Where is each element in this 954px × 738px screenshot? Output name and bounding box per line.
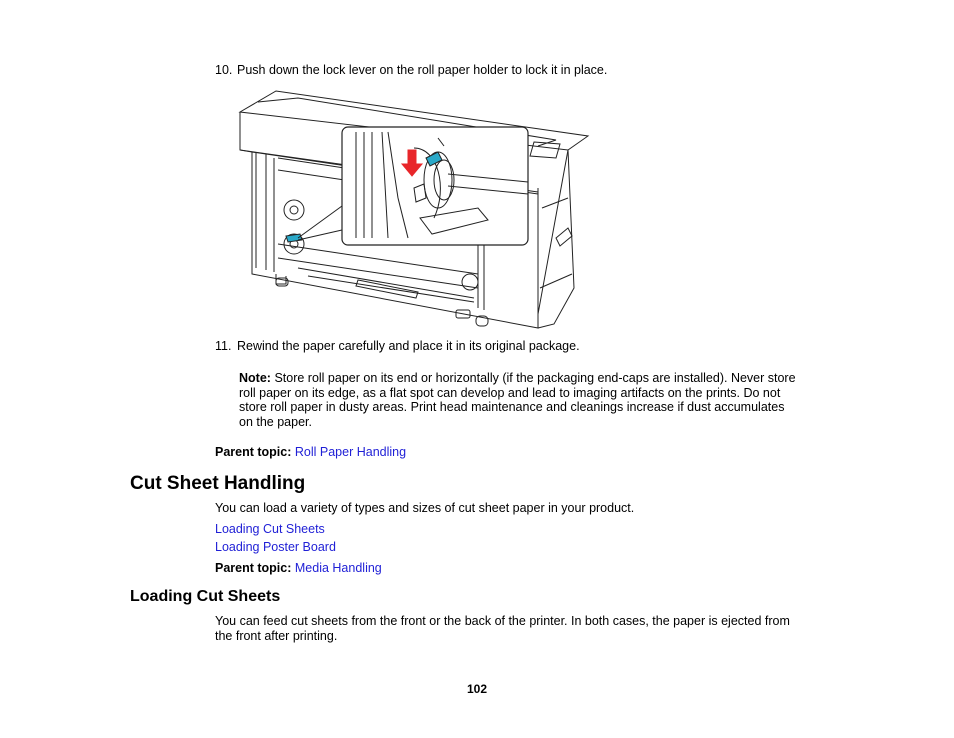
note-block [239,371,829,429]
step-number: 10. [215,63,233,77]
page-number: 102 [466,682,488,696]
printer-roll-holder-illustration [238,88,590,332]
note-line: store roll paper in dusty areas. Print head maintenance and cleanings increase if dust accumulates [239,400,785,414]
subsection-line: the front after printing. [215,629,338,643]
note-label: Note: [239,371,271,385]
section-title: Cut Sheet Handling [130,473,306,494]
section-intro: You can load a variety of types and sizes of cut sheet paper in your product. [215,501,635,515]
media-handling-link[interactable]: Media Handling [294,561,382,575]
step-10 [215,63,607,78]
parent-topic-label: Parent topic: [215,445,292,459]
loading-poster-board-link[interactable]: Loading Poster Board [215,540,336,554]
subsection-line: You can feed cut sheets from the front or the back of the printer. In both cases, the paper is ejected from [215,614,790,628]
roll-paper-handling-link[interactable]: Roll Paper Handling [294,445,407,459]
link-item [215,522,325,537]
note-line: roll paper on its edge, as a flat spot can develop and lead to imaging artifacts on the prints. Do not [239,385,781,400]
step-11 [215,339,580,354]
note-line: on the paper. [239,414,312,429]
step-number: 11. [215,339,232,353]
link-item [215,540,336,555]
loading-cut-sheets-link[interactable]: Loading Cut Sheets [215,522,325,536]
parent-topic-roll [215,445,406,460]
upper-roll-end [284,200,304,220]
step-text: Rewind the paper carefully and place it in its original package. [237,339,580,353]
note-line: Store roll paper on its end or horizontally (if the packaging end-caps are installed). Never store [274,371,796,385]
subsection-body [215,614,790,644]
detail-inset [342,127,528,245]
subsection-title: Loading Cut Sheets [130,588,281,605]
step-text: Push down the lock lever on the roll paper holder to lock it in place. [237,63,608,77]
parent-topic-label: Parent topic: [215,561,292,575]
roll-holder-accent [286,234,302,242]
parent-topic-media [215,561,382,576]
